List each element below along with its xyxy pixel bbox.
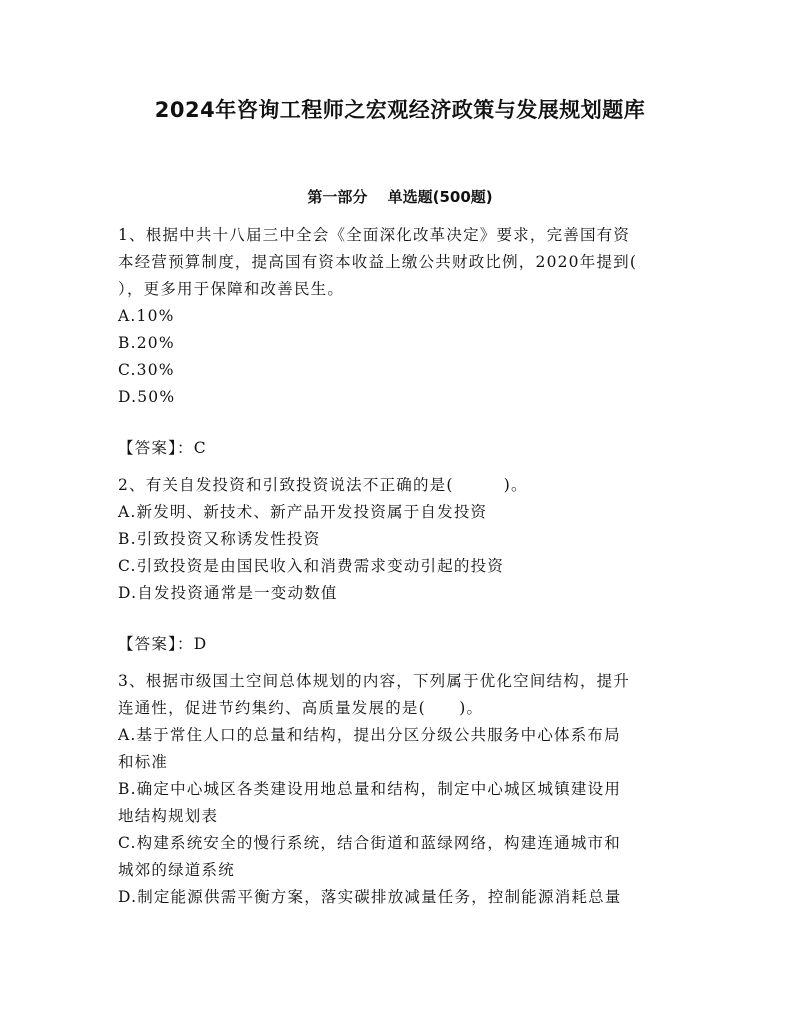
section-title: 第一部分 单选题(500题) (307, 188, 493, 206)
answer-label: 【答案】： (118, 439, 194, 457)
option-c: C.引致投资是由国民收入和消费需求变动引起的投资 (118, 557, 505, 575)
document-title: 2024年咨询工程师之宏观经济政策与发展规划题库 (154, 98, 646, 122)
answer (118, 631, 688, 658)
question-stem-line: 3、根据市级国土空间总体规划的内容，下列属于优化空间结构，提升 (118, 672, 631, 690)
option-c-cont: 城郊的绿道系统 (118, 861, 235, 879)
question-3 (118, 668, 688, 911)
question-stem-line: 本经营预算制度，提高国有资本收益上缴公共财政比例，2020年提到( (118, 253, 638, 271)
option-a: A.10% (118, 307, 175, 325)
answer-value: C (193, 439, 207, 457)
option-b: B.确定中心城区各类建设用地总量和结构，制定中心城区城镇建设用 (118, 780, 622, 798)
option-b-cont: 地结构规划表 (118, 807, 219, 825)
option-b: B.引致投资又称诱发性投资 (118, 530, 321, 548)
question-stem-line: 2、有关自发投资和引致投资说法不正确的是( )。 (118, 476, 528, 494)
question-1 (118, 222, 688, 472)
option-a-cont: 和标准 (118, 753, 169, 771)
question-2 (118, 472, 688, 668)
option-c: C.构建系统安全的慢行系统，结合街道和蓝绿网络，构建连通城市和 (118, 834, 621, 852)
option-d: D.50% (118, 388, 176, 406)
answer-value: D (193, 635, 208, 653)
option-c: C.30% (118, 361, 175, 379)
option-a: A.基于常住人口的总量和结构，提出分区分级公共服务中心体系布局 (118, 726, 621, 744)
question-list (118, 222, 688, 911)
option-a: A.新发明、新技术、新产品开发投资属于自发投资 (118, 503, 488, 521)
question-stem-line: ），更多用于保障和改善民生。 (118, 280, 345, 298)
option-d: D.制定能源供需平衡方案，落实碳排放减量任务，控制能源消耗总量 (118, 888, 622, 906)
option-d: D.自发投资通常是一变动数值 (118, 584, 338, 602)
option-b: B.20% (118, 334, 175, 352)
answer-label: 【答案】： (118, 635, 194, 653)
answer (118, 435, 688, 462)
question-stem-line: 1、根据中共十八届三中全会《全面深化改革决定》要求，完善国有资 (118, 226, 631, 244)
question-stem-line: 连通性，促进节约集约、高质量发展的是( )。 (118, 699, 484, 717)
